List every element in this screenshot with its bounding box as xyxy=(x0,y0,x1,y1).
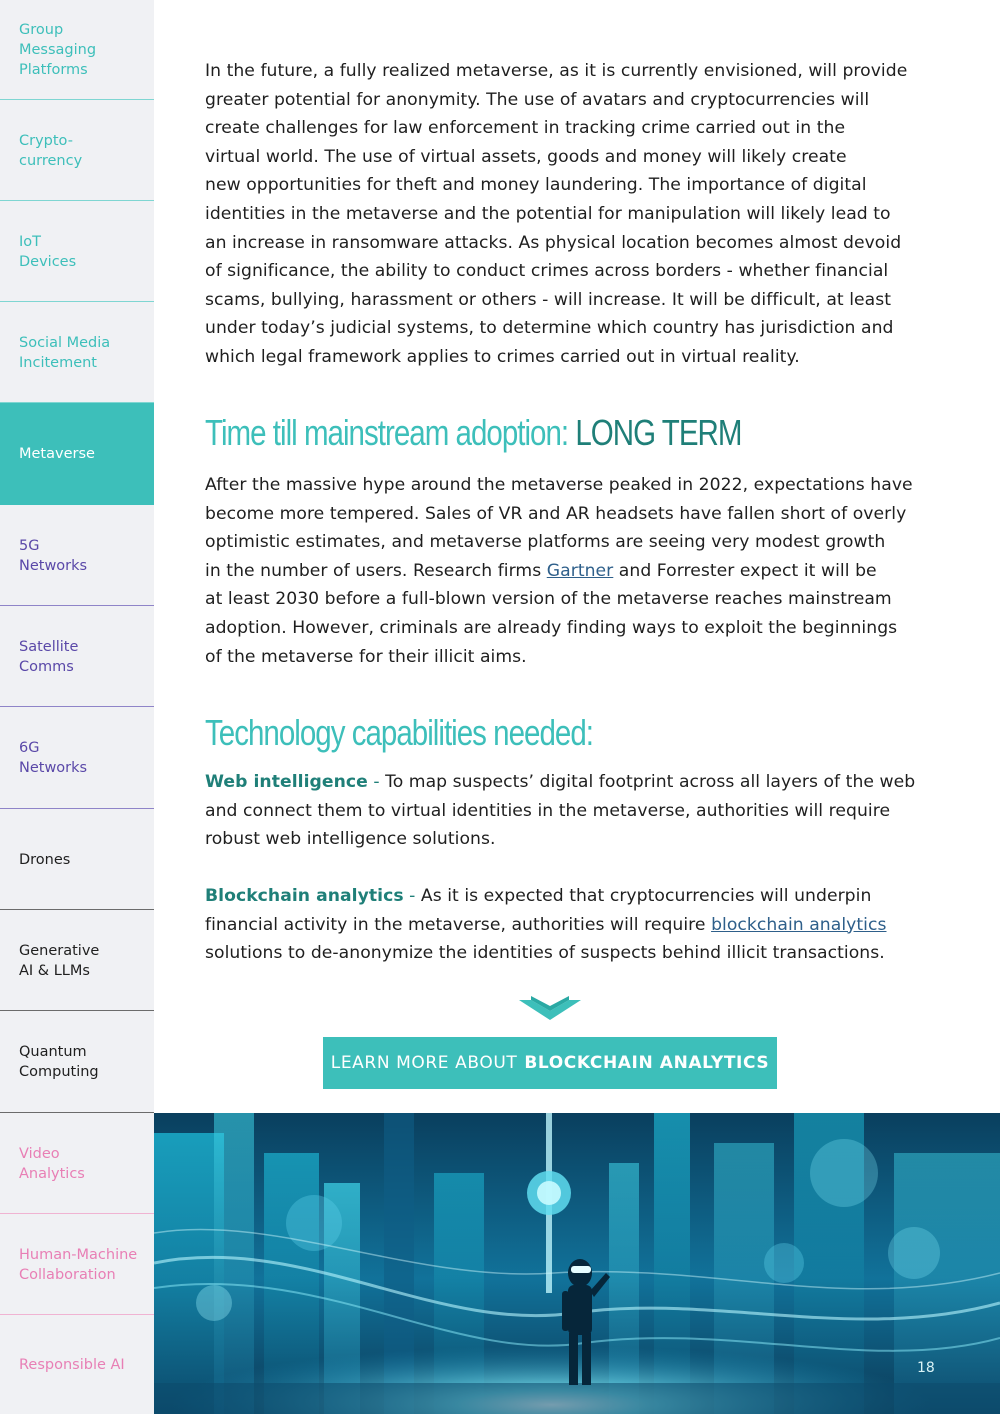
adoption-heading xyxy=(205,412,965,460)
text-line: which legal framework applies to crimes carried out in virtual reality. xyxy=(205,346,800,367)
page-number: 18 xyxy=(917,1360,935,1376)
dash: - xyxy=(367,772,386,792)
text-line: at least 2030 before a full-blown version of the metaverse reaches mainstream xyxy=(205,589,892,610)
sidebar-item-label: IoT Devices xyxy=(19,233,77,270)
text-line xyxy=(205,911,965,940)
sidebar-item-satellite-comms[interactable] xyxy=(0,606,154,707)
sidebar-item-human-machine[interactable] xyxy=(0,1214,154,1315)
intro-paragraph xyxy=(205,57,965,372)
text-line: create challenges for law enforcement in tracking crime carried out in the xyxy=(205,118,846,139)
text-line: solutions to de-anonymize the identities of suspects behind illicit transactions. xyxy=(205,943,885,964)
sidebar-item-label: Human-Machine Collaboration xyxy=(19,1246,138,1283)
text-line: After the massive hype around the metaverse peaked in 2022, expectations have xyxy=(205,475,913,495)
blockchain-analytics-link[interactable]: blockchain analytics xyxy=(711,914,887,935)
capabilities-heading-text: Technology capabilities needed: xyxy=(205,712,594,753)
sidebar-item-group-messaging[interactable] xyxy=(0,0,154,100)
sidebar-item-label: Group Messaging Platforms xyxy=(19,22,97,78)
sidebar-item-social-media[interactable] xyxy=(0,302,154,403)
learn-more-button[interactable] xyxy=(323,1037,777,1089)
dash: - xyxy=(403,886,421,906)
sidebar-item-label: Responsible AI xyxy=(19,1356,125,1373)
chevron-down-icon xyxy=(519,996,581,1022)
text-fragment: To map suspects’ digital footprint across all layers of the web xyxy=(385,772,916,792)
text-line xyxy=(205,768,965,797)
text-fragment: and Forrester expect it will be xyxy=(613,560,877,581)
text-fragment: in the number of users. Research firms xyxy=(205,560,547,581)
text-line: of significance, the ability to conduct crimes across borders - whether financial xyxy=(205,261,889,282)
text-line: virtual world. The use of virtual assets, goods and money will likely create xyxy=(205,146,847,167)
sidebar-item-responsible-ai[interactable] xyxy=(0,1315,154,1414)
sidebar-item-6g-networks[interactable] xyxy=(0,707,154,809)
metaverse-city-image xyxy=(154,1113,1000,1414)
sidebar-item-label: Metaverse xyxy=(19,446,95,462)
sidebar-item-label: Video Analytics xyxy=(19,1145,85,1182)
sidebar-item-label: Generative AI & LLMs xyxy=(19,942,100,979)
capabilities-heading xyxy=(205,712,965,760)
text-line: In the future, a fully realized metaverse, as it is currently envisioned, will provide xyxy=(205,61,908,81)
adoption-paragraph xyxy=(205,471,965,671)
text-line xyxy=(205,882,965,911)
sidebar-item-drones[interactable] xyxy=(0,809,154,910)
gartner-link[interactable]: Gartner xyxy=(546,560,614,581)
web-intelligence-paragraph xyxy=(205,768,965,854)
sidebar-item-5g-networks[interactable] xyxy=(0,505,154,606)
sidebar-item-cryptocurrency[interactable] xyxy=(0,100,154,201)
adoption-heading-prefix: Time till mainstream adoption: xyxy=(205,412,569,453)
sidebar-item-label: Quantum Computing xyxy=(19,1044,99,1080)
sidebar-item-iot-devices[interactable] xyxy=(0,201,154,302)
sidebar-item-quantum-computing[interactable] xyxy=(0,1011,154,1113)
text-line: an increase in ransomware attacks. As physical location becomes almost devoid xyxy=(205,232,902,253)
metaverse-illustration xyxy=(154,1113,1000,1414)
text-line: robust web intelligence solutions. xyxy=(205,829,496,850)
adoption-heading-value: LONG TERM xyxy=(575,412,742,453)
text-line: identities in the metaverse and the potential for manipulation will likely lead to xyxy=(205,203,891,224)
cta-bold: BLOCKCHAIN ANALYTICS xyxy=(524,1053,770,1073)
sidebar-item-metaverse[interactable] xyxy=(0,403,154,505)
sidebar-item-label: Drones xyxy=(19,851,71,868)
text-line: become more tempered. Sales of VR and AR headsets have fallen short of overly xyxy=(205,503,907,524)
cta-prefix: LEARN MORE ABOUT xyxy=(330,1053,518,1073)
text-line: new opportunities for theft and money laundering. The importance of digital xyxy=(205,175,867,196)
sidebar-item-generative-ai[interactable] xyxy=(0,910,154,1011)
sidebar-item-label: Crypto- currency xyxy=(19,132,83,169)
sidebar-item-label: 5G Networks xyxy=(19,537,88,574)
web-intelligence-label: Web intelligence xyxy=(205,772,368,792)
blockchain-analytics-paragraph xyxy=(205,882,965,968)
text-line: scams, bullying, harassment or others - will increase. It will be difficult, at least xyxy=(205,289,892,310)
blockchain-analytics-label: Blockchain analytics xyxy=(205,886,404,906)
text-line: and connect them to virtual identities in the metaverse, authorities will require xyxy=(205,800,891,821)
sidebar-nav xyxy=(0,0,154,1414)
sidebar-item-label: Social Media Incitement xyxy=(19,334,111,371)
text-line: greater potential for anonymity. The use of avatars and cryptocurrencies will xyxy=(205,89,870,110)
text-line: optimistic estimates, and metaverse platforms are seeing very modest growth xyxy=(205,532,886,553)
text-line xyxy=(205,557,965,586)
text-line: under today’s judicial systems, to determine which country has jurisdiction and xyxy=(205,318,894,339)
text-line: adoption. However, criminals are already finding ways to exploit the beginnings xyxy=(205,617,898,638)
text-fragment: As it is expected that cryptocurrencies will underpin xyxy=(420,886,872,906)
text-fragment: financial activity in the metaverse, authorities will require xyxy=(205,914,712,935)
text-line: of the metaverse for their illicit aims. xyxy=(205,646,527,667)
sidebar-item-label: Satellite Comms xyxy=(19,638,79,675)
sidebar-item-video-analytics[interactable] xyxy=(0,1113,154,1214)
sidebar-item-label: 6G Networks xyxy=(19,740,88,776)
